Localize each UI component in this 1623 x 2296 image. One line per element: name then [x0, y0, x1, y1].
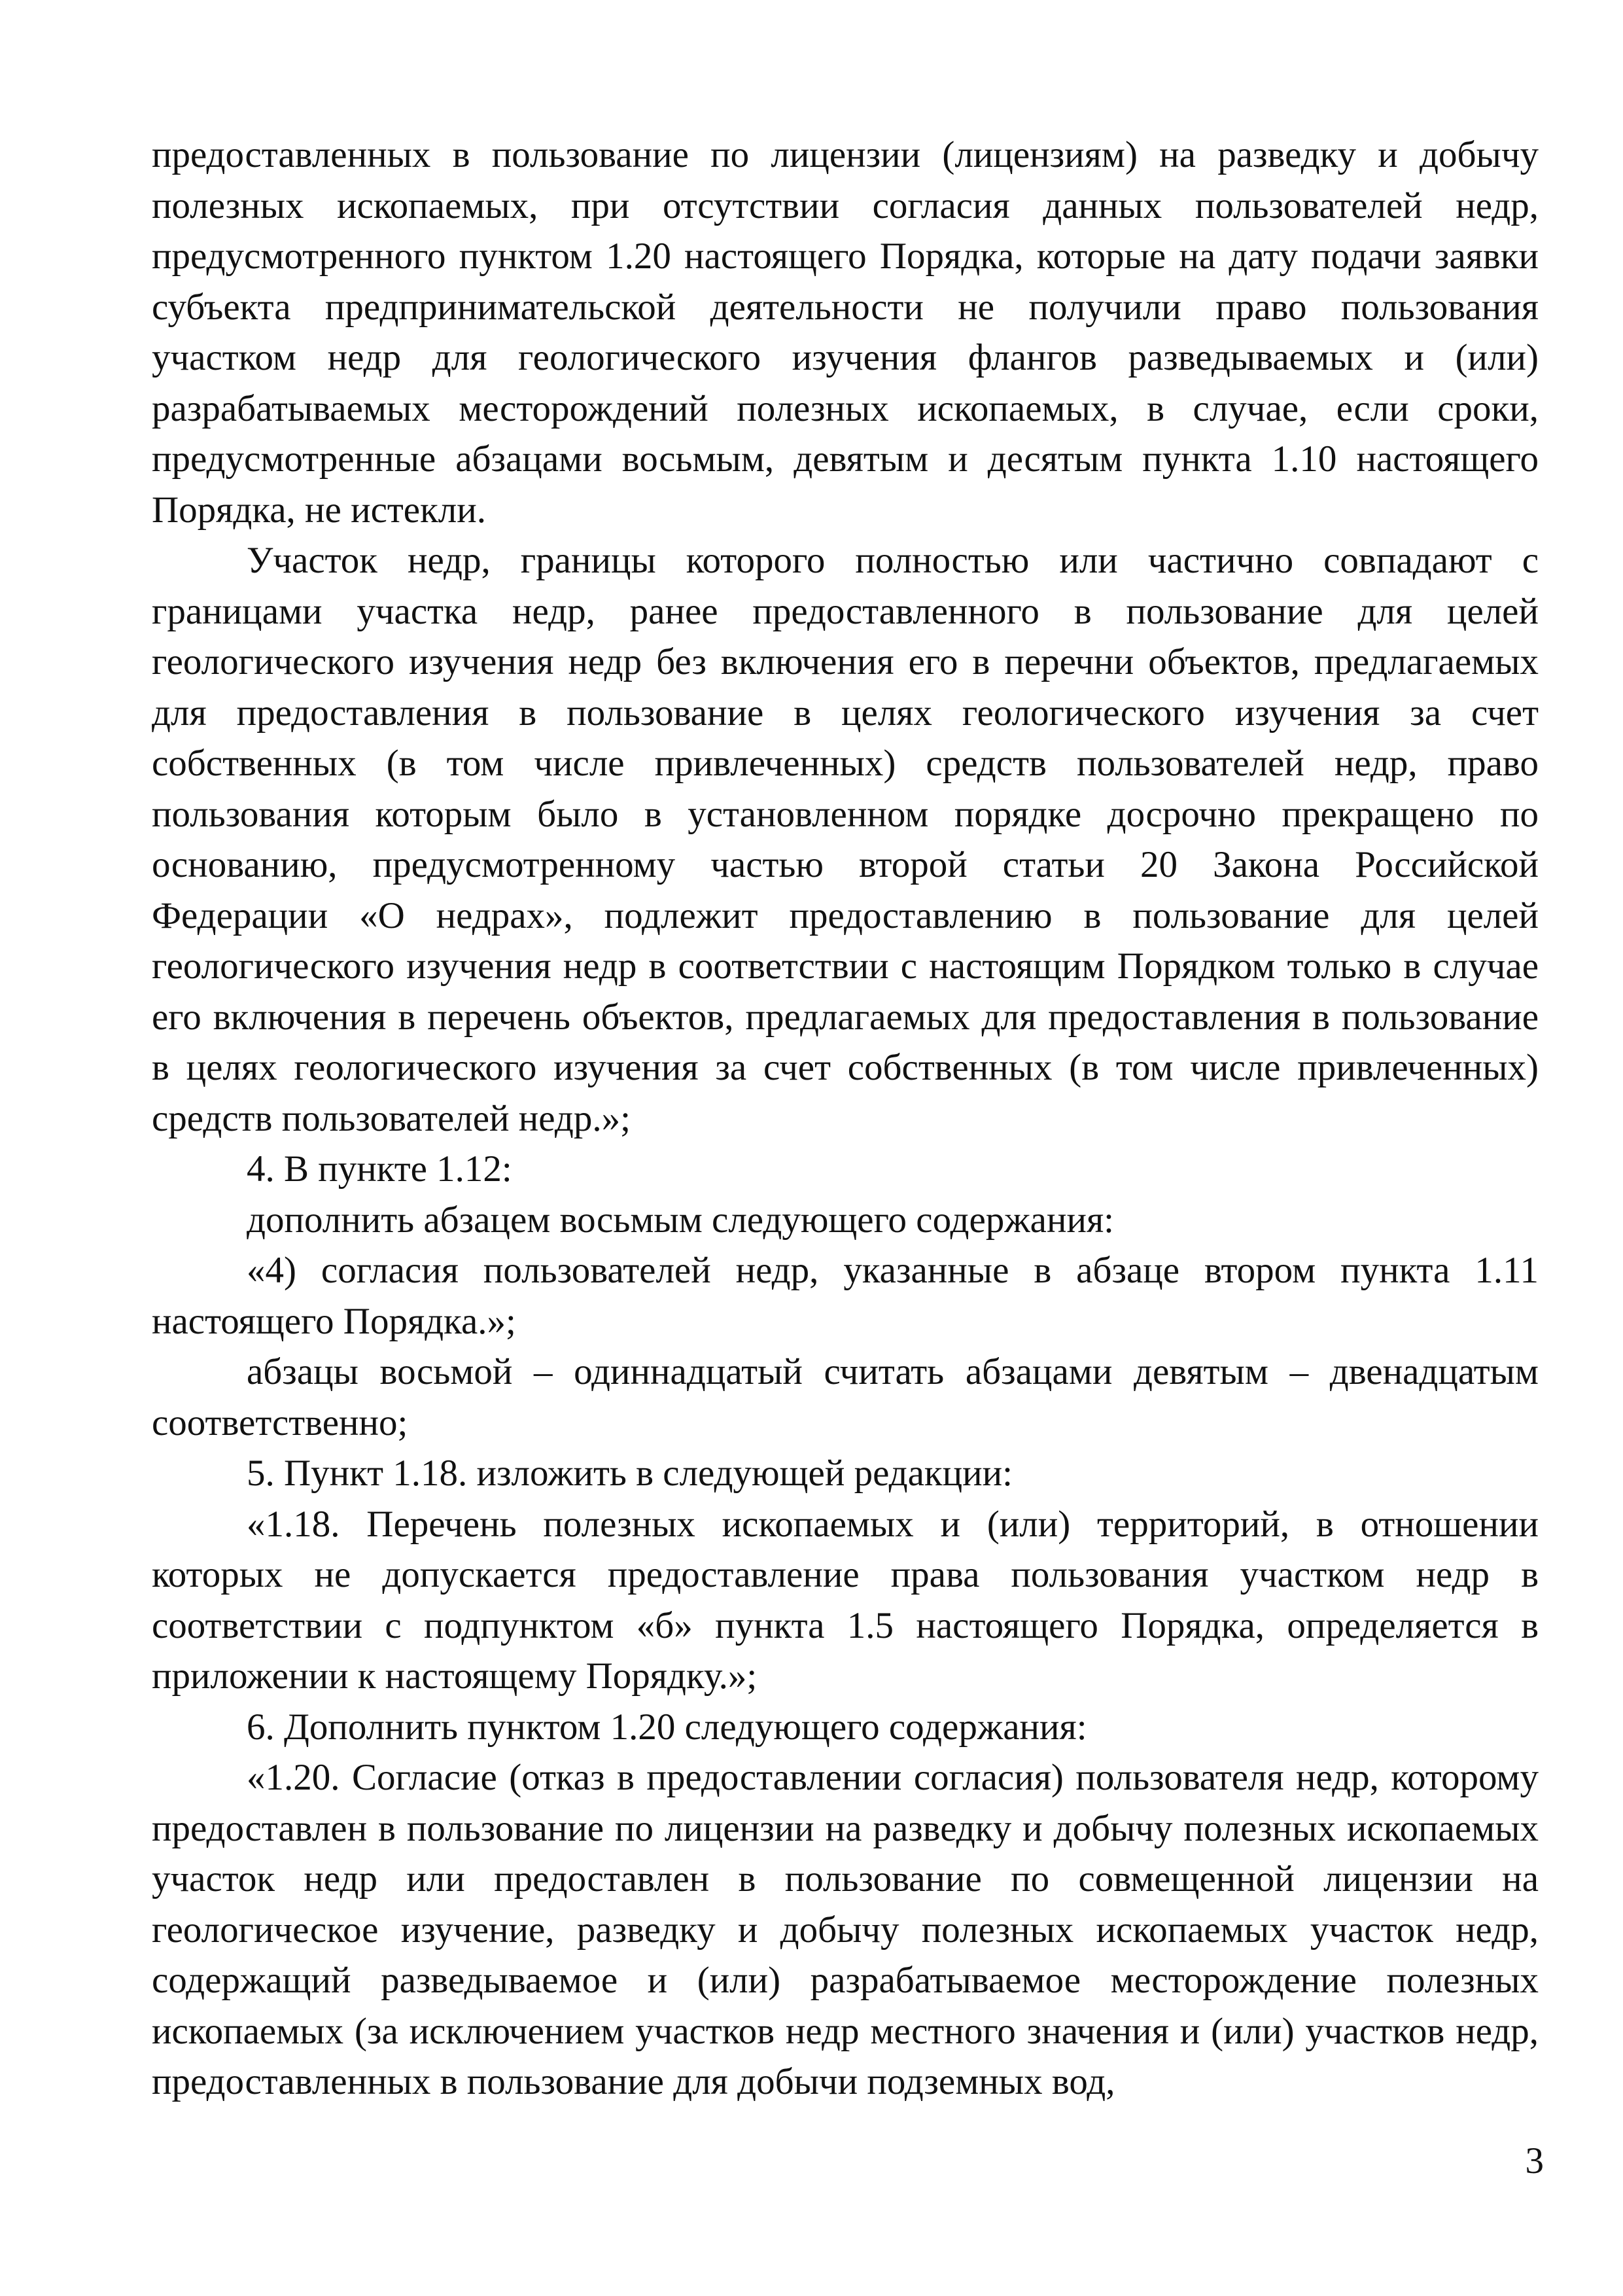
- page-number: 3: [1525, 2140, 1544, 2181]
- paragraph-clause-1-18: «1.18. Перечень полезных ископаемых и (или) территорий, в отношении которых не допускается предоставление права пользования участком недр в соответствии с подпунктом «б» пункта 1.5 настоящего Порядка, определяется в приложении к настоящему Порядку.»;: [152, 1503, 1539, 1697]
- paragraph-item-4: 4. В пункте 1.12:: [247, 1148, 512, 1190]
- paragraph-continuation: предоставленных в пользование по лицензии (лицензиям) на разведку и добычу полезных ископаемых, при отсутствии согласия данных пользователей недр, предусмотренного пунктом 1.20 настоящего Порядка, которые на дату подачи заявки субъекта предпринимательской деятельности не получили право пользования участком недр для геологического изучения флангов разведываемых и (или) разрабатываемых месторождений полезных ископаемых, в случае, если сроки, предусмотренные абзацами восьмым, девятым и десятым пункта 1.10 настоящего Порядка, не истекли.: [152, 134, 1539, 531]
- paragraph-clause-1-20: «1.20. Согласие (отказ в предоставлении согласия) пользователя недр, которому предоставлен в пользование по лицензии на разведку и добычу полезных ископаемых участок недр или предоставлен в пользование по совмещенной лицензии на геологическое изучение, разведку и добычу полезных ископаемых участок недр, содержащий разведываемое и (или) разрабатываемое месторождение полезных ископаемых (за исключением участков недр местного значения и (или) участков недр, предоставленных в пользование для добычи подземных вод,: [152, 1757, 1539, 2102]
- paragraph-subsoil-site: Участок недр, границы которого полностью или частично совпадают с границами участка недр, ранее предоставленного в пользование для целей геологического изучения недр без включения его в перечни объектов, предлагаемых для предоставления в пользование в целях геологического изучения за счет собственных (в том числе привлеченных) средств пользователей недр, право пользования которым было в установленном порядке досрочно прекращено по основанию, предусмотренному частью второй статьи 20 Закона Российской Федерации «О недрах», подлежит предоставлению в пользование для целей геологического изучения недр в соответствии с настоящим Порядком только в случае его включения в перечень объектов, предлагаемых для предоставления в пользование в целях геологического изучения за счет собственных (в том числе привлеченных) средств пользователей недр.»;: [152, 540, 1539, 1139]
- document-body: [152, 130, 1539, 2108]
- paragraph-consents: «4) согласия пользователей недр, указанные в абзаце втором пункта 1.11 настоящего Порядка.»;: [152, 1250, 1539, 1342]
- paragraph-item-5: 5. Пункт 1.18. изложить в следующей редакции:: [247, 1453, 1013, 1494]
- paragraph-item-6: 6. Дополнить пунктом 1.20 следующего содержания:: [247, 1706, 1087, 1748]
- paragraph-add-eighth: дополнить абзацем восьмым следующего содержания:: [247, 1199, 1115, 1241]
- paragraph-renumbering: абзацы восьмой – одиннадцатый считать абзацами девятым – двенадцатым соответственно;: [152, 1351, 1539, 1443]
